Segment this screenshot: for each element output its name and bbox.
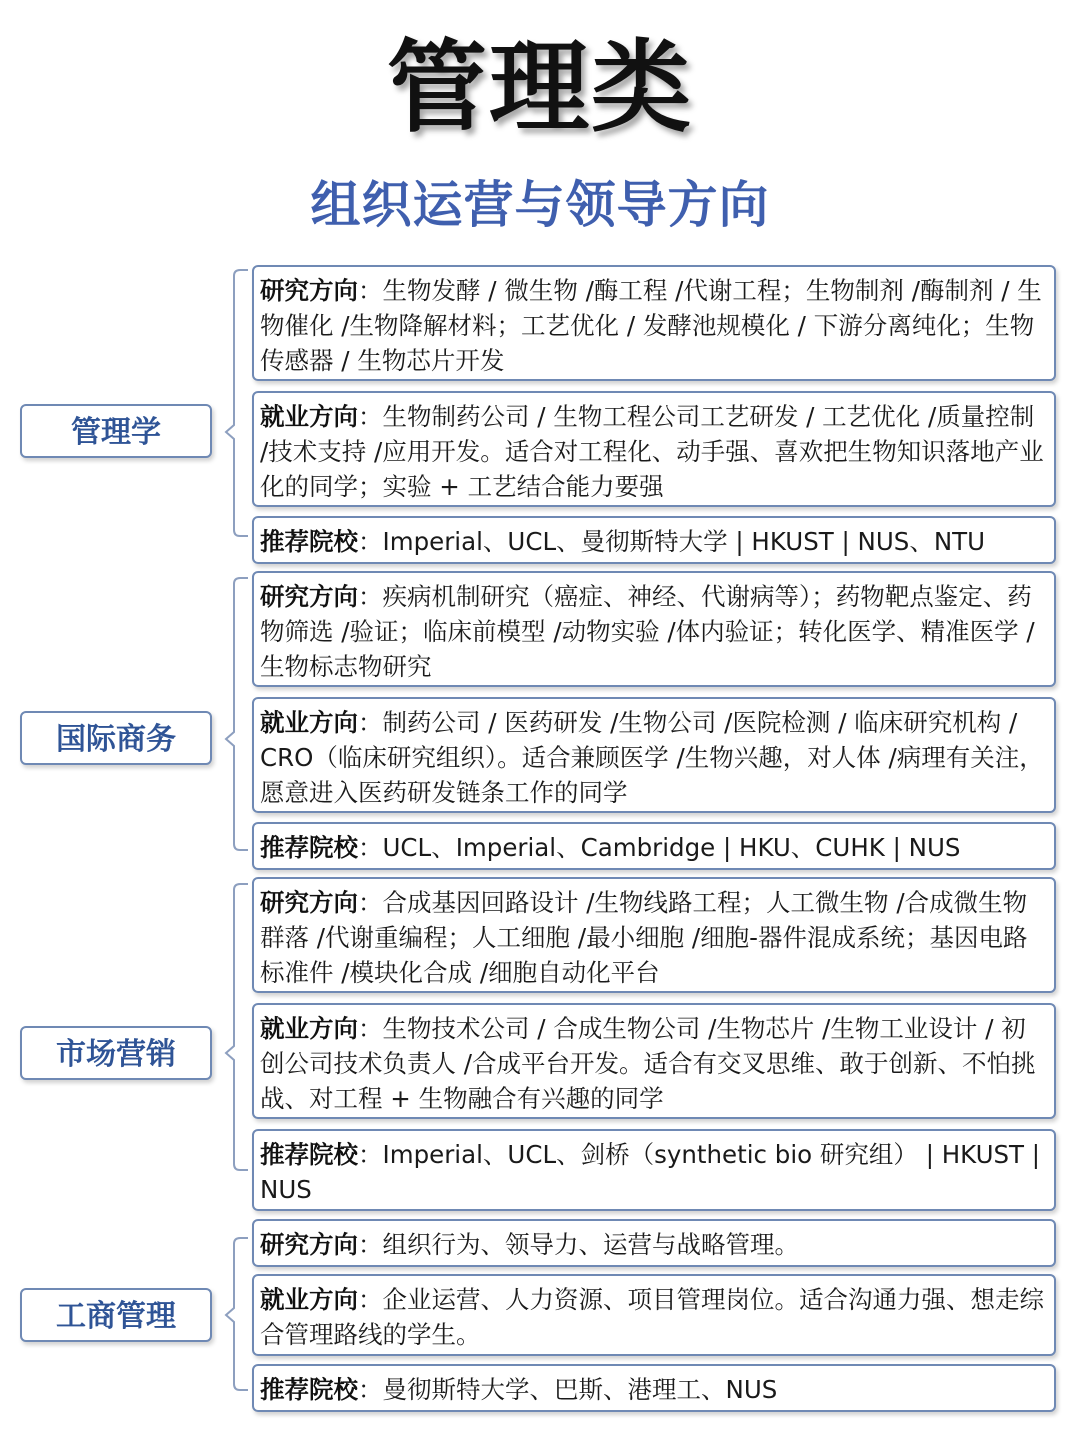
card-recommended-schools: [252, 1129, 1056, 1211]
card-label: 研究方向: [260, 582, 358, 611]
card-text: ：制药公司 / 医药研发 /生物公司 /医院检测 / 临床研究机构 / CRO（临床研究组织）。适合兼顾医学 /生物兴趣，对人体 /病理有关注，愿意进入医药研发链条工作的同学: [260, 708, 1044, 807]
card-research-direction: [252, 877, 1056, 993]
page-subtitle: 组织运营与领导方向: [310, 176, 770, 234]
card-label: 就业方向: [260, 1285, 358, 1314]
card-label: 推荐院校: [260, 527, 358, 556]
category-shichangyingxiao: 市场营销: [20, 1026, 212, 1080]
card-text: ：企业运营、人力资源、项目管理岗位。适合沟通力强、想走综合管理路线的学生。: [260, 1285, 1044, 1349]
card-research-direction: [252, 1219, 1056, 1267]
card-label: 研究方向: [260, 1230, 358, 1259]
card-employment-direction: [252, 1274, 1056, 1356]
category-guanlixue: 管理学: [20, 404, 212, 458]
card-text: ：生物发酵 / 微生物 /酶工程 /代谢工程；生物制剂 /酶制剂 / 生物催化 /生物降解材料；工艺优化 / 发酵池规模化 / 下游分离纯化；生物传感器 / 生物芯片开发: [260, 276, 1042, 375]
card-text: ：Imperial、UCL、曼彻斯特大学 | HKUST | NUS、NTU: [358, 527, 986, 556]
card-label: 推荐院校: [260, 833, 358, 862]
card-employment-direction: [252, 697, 1056, 813]
card-employment-direction: [252, 1003, 1056, 1119]
card-text: ：UCL、Imperial、Cambridge | HKU、CUHK | NUS: [358, 833, 961, 862]
card-text: ：曼彻斯特大学、巴斯、港理工、NUS: [358, 1375, 778, 1404]
card-text: ：组织行为、领导力、运营与战略管理。: [358, 1230, 799, 1259]
card-recommended-schools: [252, 822, 1056, 870]
card-research-direction: [252, 265, 1056, 381]
card-label: 推荐院校: [260, 1375, 358, 1404]
card-recommended-schools: [252, 1364, 1056, 1412]
bracket-shichangyingxiao: [226, 884, 248, 1170]
bracket-guanlixue: [226, 270, 248, 536]
card-research-direction: [252, 571, 1056, 687]
card-text: ：疾病机制研究（癌症、神经、代谢病等）；药物靶点鉴定、药物筛选 /验证；临床前模型 /动物实验 /体内验证；转化医学、精准医学 /生物标志物研究: [260, 582, 1035, 681]
card-text: ：生物制药公司 / 生物工程公司工艺研发 / 工艺优化 /质量控制 /技术支持 /应用开发。适合对工程化、动手强、喜欢把生物知识落地产业化的同学；实验 + 工艺结合能力要强: [260, 402, 1044, 501]
card-text: ：生物技术公司 / 合成生物公司 /生物芯片 /生物工业设计 / 初创公司技术负责人 /合成平台开发。适合有交叉思维、敢于创新、不怕挑战、对工程 + 生物融合有兴趣的同学: [260, 1014, 1036, 1113]
card-text: ：合成基因回路设计 /生物线路工程；人工微生物 /合成微生物群落 /代谢重编程；人工细胞 /最小细胞 /细胞-器件混成系统；基因电路标准件 /模块化合成 /细胞自动化平台: [260, 888, 1028, 987]
card-text: ：Imperial、UCL、剑桥（synthetic bio 研究组） | HKUST | NUS: [260, 1140, 1041, 1204]
category-guojishangwu: 国际商务: [20, 711, 212, 765]
card-label: 研究方向: [260, 888, 358, 917]
card-recommended-schools: [252, 516, 1056, 564]
card-label: 研究方向: [260, 276, 358, 305]
card-label: 就业方向: [260, 708, 358, 737]
page-title: 管理类: [387, 29, 693, 146]
bracket-guojishangwu: [226, 578, 248, 850]
bracket-gongshangguanli: [226, 1238, 248, 1390]
card-employment-direction: [252, 391, 1056, 507]
card-label: 推荐院校: [260, 1140, 358, 1169]
category-gongshangguanli: 工商管理: [20, 1288, 212, 1342]
card-label: 就业方向: [260, 402, 358, 431]
card-label: 就业方向: [260, 1014, 358, 1043]
